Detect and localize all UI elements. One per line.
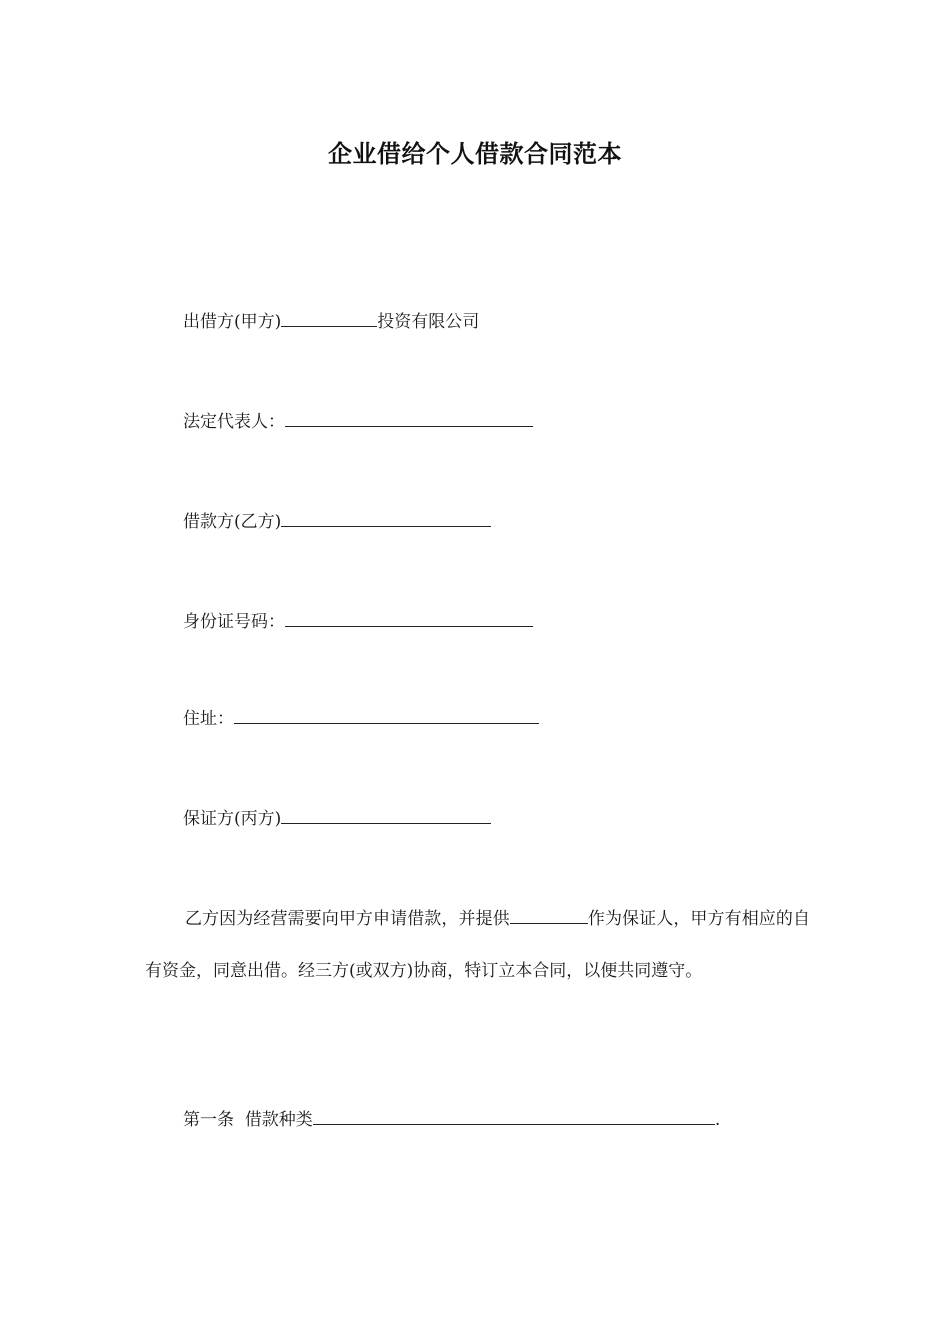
borrower-blank[interactable]	[281, 509, 491, 527]
id-number-label: 身份证号码：	[183, 612, 285, 632]
guarantor-label: 保证方(丙方)	[183, 809, 282, 829]
article-1-number: 第一条	[183, 1110, 234, 1130]
legal-rep-blank[interactable]	[285, 409, 533, 427]
guarantor-blank[interactable]	[281, 806, 491, 824]
intro-paragraph	[145, 893, 810, 997]
legal-rep-label: 法定代表人：	[183, 412, 285, 432]
legal-rep-field	[183, 409, 533, 434]
lender-label: 出借方(甲方)	[183, 312, 282, 332]
id-number-field	[183, 609, 533, 634]
borrower-field	[183, 509, 491, 534]
article-1	[183, 1107, 720, 1132]
lender-suffix: 投资有限公司	[377, 312, 480, 332]
lender-blank[interactable]	[281, 309, 377, 327]
address-blank[interactable]	[234, 706, 539, 724]
address-label: 住址：	[183, 709, 234, 729]
guarantor-name-blank[interactable]	[510, 907, 588, 924]
guarantor-field	[183, 806, 491, 831]
borrower-label: 借款方(乙方)	[183, 512, 282, 532]
article-1-end: .	[714, 1110, 721, 1130]
address-field	[183, 706, 539, 731]
id-number-blank[interactable]	[285, 609, 533, 627]
document-title: 企业借给个人借款合同范本	[328, 140, 622, 168]
intro-text-2: 作为保证人，甲方有相应的自有资金，同意出借。经三方(或双方)协商，特订立本合同，以便共同遵守。	[145, 909, 810, 981]
intro-text-1: 乙方因为经营需要向甲方申请借款，并提供	[185, 909, 510, 929]
article-1-label: 借款种类	[244, 1110, 313, 1130]
loan-type-blank[interactable]	[313, 1107, 715, 1125]
lender-field	[183, 309, 479, 334]
